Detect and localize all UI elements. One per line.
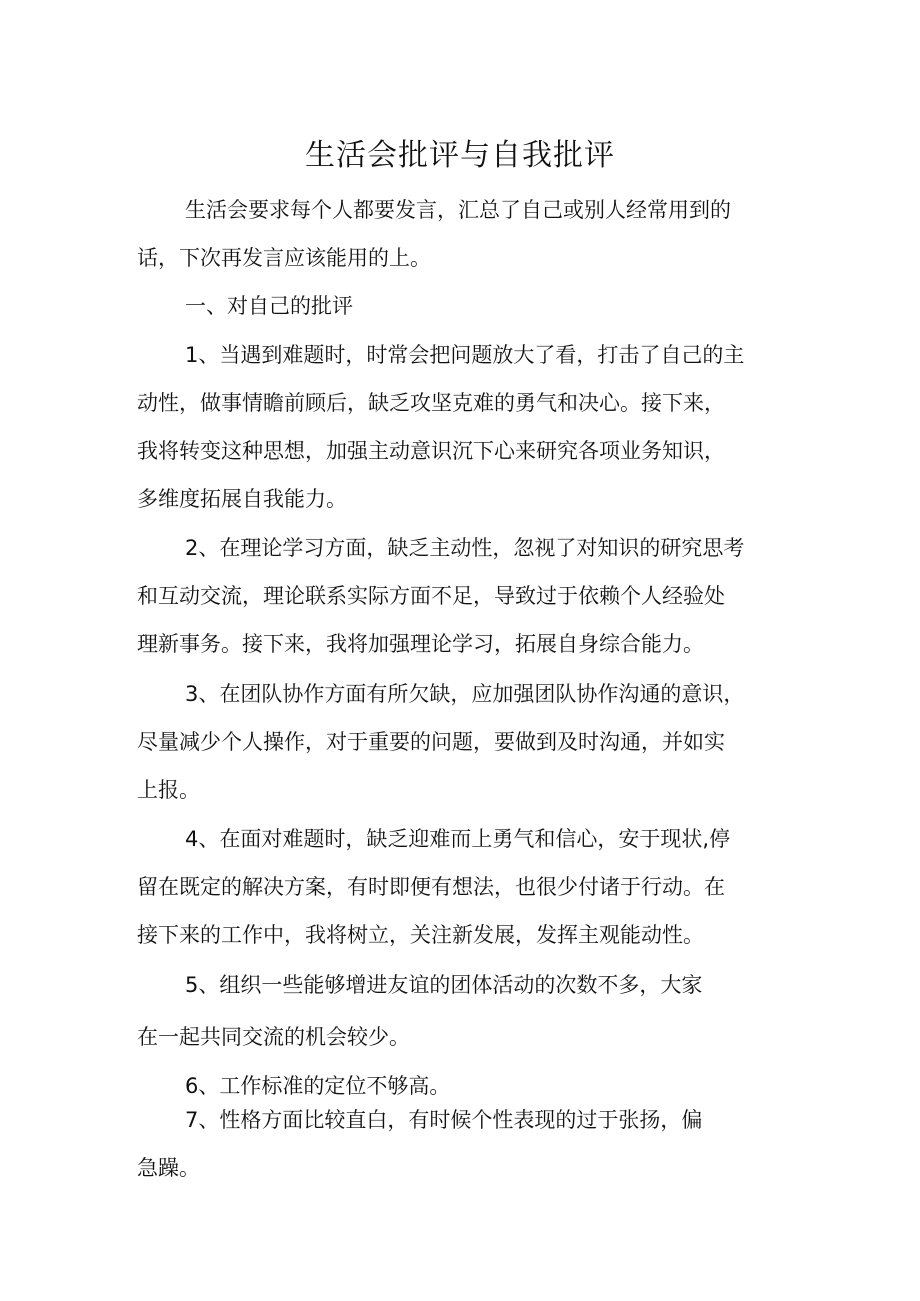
paragraph-intro [137,186,797,282]
text-line: 2、在理论学习方面，缺乏主动性，忽视了对知识的研究思考 [185,536,745,560]
text-line: 7、性格方面比较直白，有时候个性表现的过于张扬，偏 [185,1108,703,1132]
text-line: 在一起共同交流的机会较少。 [137,1025,410,1049]
text-line: 理新事务。接下来，我将加强理论学习，拓展自身综合能力。 [137,632,704,656]
text-line: 上报。 [137,778,200,802]
text-line: 接下来的工作中，我将树立，关注新发展，发挥主观能动性。 [137,923,704,947]
text-line: 一、对自己的批评 [185,294,353,318]
text-line: 动性，做事情瞻前顾后，缺乏攻坚克难的勇气和决心。接下来， [137,391,725,415]
text-line: 我将转变这种思想，加强主动意识沉下心来研究各项业务知识， [137,439,725,463]
text-line: 话，下次再发言应该能用的上。 [137,246,431,270]
text-line: 3、在团队协作方面有所欠缺，应加强团队协作沟通的意识， [185,682,745,706]
list-item-2 [137,524,797,668]
list-item-4 [137,815,797,959]
text-line: 4、在面对难题时，缺乏迎难而上勇气和信心，安于现状,停 [185,827,731,851]
list-item-7 [137,1096,797,1192]
text-line: 留在既定的解决方案，有时即便有想法，也很少付诸于行动。在 [137,875,725,899]
list-item-1 [137,331,797,523]
list-item-3 [137,670,797,814]
text-line: 生活会要求每个人都要发言，汇总了自己或别人经常用到的 [185,198,731,222]
text-line: 多维度拓展自我能力。 [137,487,347,511]
text-line: 1、当遇到难题时，时常会把问题放大了看，打击了自己的主 [185,343,745,367]
document-title: 生活会批评与自我批评 [305,138,615,173]
text-line: 5、组织一些能够增进友谊的团体活动的次数不多，大家 [185,973,703,997]
list-item-5 [137,961,797,1061]
text-line: 尽量减少个人操作，对于重要的问题，要做到及时沟通，并如实 [137,730,725,754]
text-line: 急躁。 [137,1156,200,1180]
section-heading-self-criticism [137,282,797,330]
text-line: 和互动交流，理论联系实际方面不足，导致过于依赖个人经验处 [137,584,725,608]
text-line: 6、工作标准的定位不够高。 [185,1074,451,1098]
